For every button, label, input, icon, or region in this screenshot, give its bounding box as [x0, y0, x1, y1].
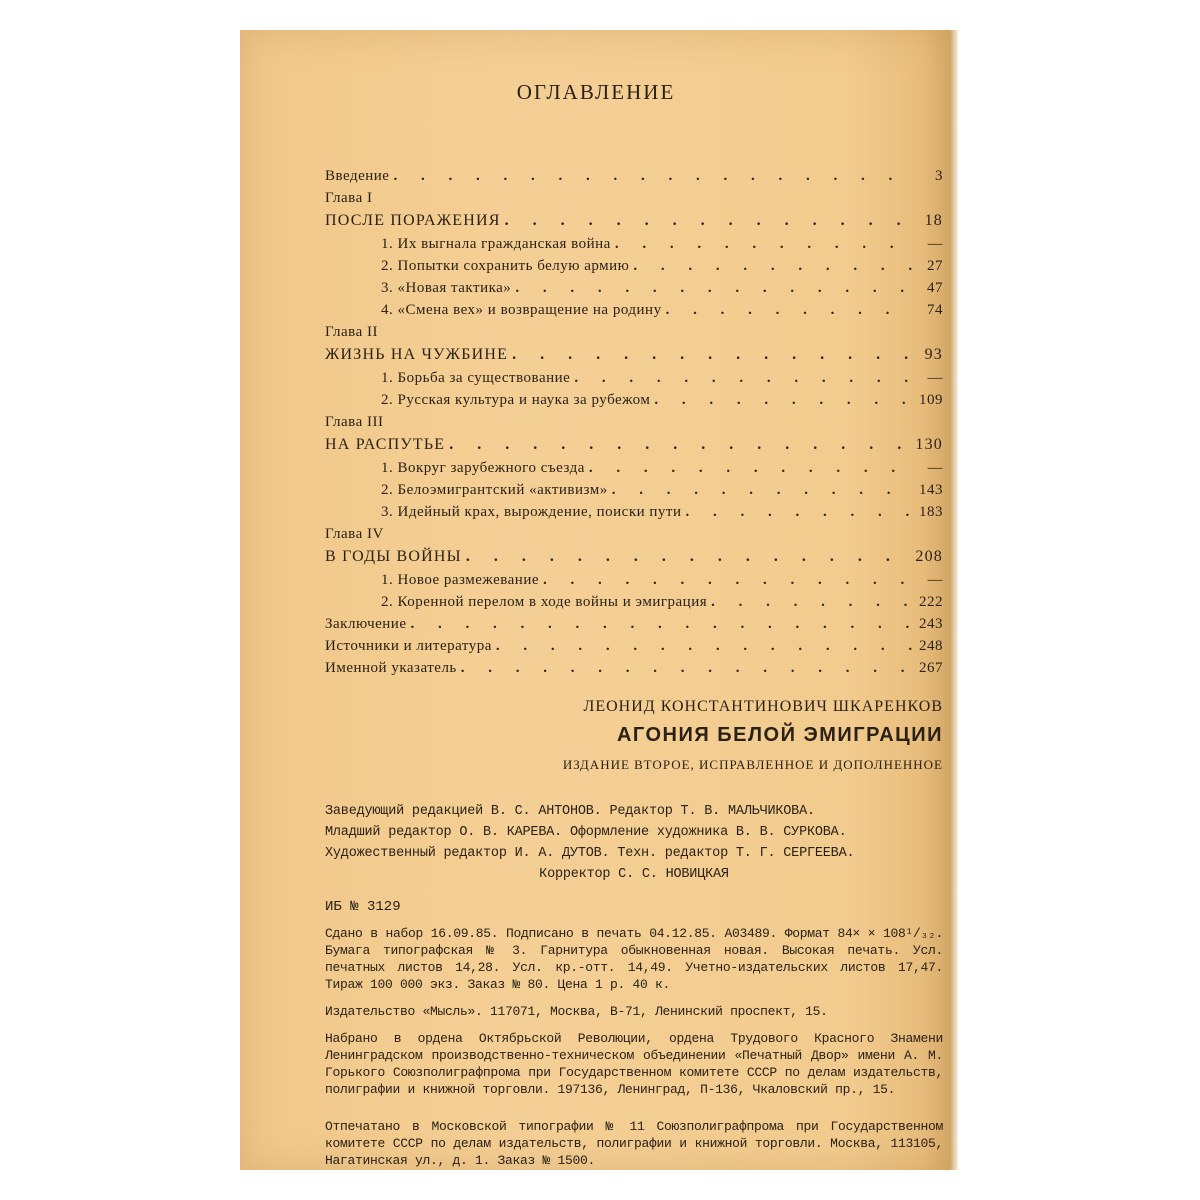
- toc-section: [325, 482, 943, 504]
- ib-number: ИБ № 3129: [325, 899, 401, 915]
- imprint: [325, 698, 943, 1179]
- credit-line: Корректор С. С. НОВИЦКАЯ: [539, 867, 729, 882]
- page-edge: [950, 30, 958, 1170]
- chapter-label: [325, 414, 943, 436]
- toc-entry-label: Глава I: [325, 190, 373, 206]
- toc-section: [325, 370, 943, 392]
- publication-details: [325, 925, 943, 1169]
- toc-entry-page: —: [927, 370, 943, 386]
- toc-entry-label: 2. Русская культура и наука за рубежом: [381, 392, 651, 408]
- toc-entry: [325, 168, 943, 190]
- leader-dots: [466, 548, 912, 566]
- toc-entry-page: —: [927, 236, 943, 252]
- toc-entry-page: 248: [919, 638, 943, 654]
- toc-entry: [325, 616, 943, 638]
- leader-dots: [393, 168, 913, 185]
- leader-dots: [512, 346, 913, 364]
- toc-entry-page: 109: [919, 392, 943, 408]
- leader-dots: [515, 280, 913, 297]
- toc-section: [325, 504, 943, 526]
- leader-dots: [411, 616, 914, 633]
- toc-entry-page: 243: [919, 616, 943, 632]
- toc-entry-page: 47: [927, 280, 943, 296]
- toc-entry-label: Глава II: [325, 324, 378, 340]
- leader-dots: [666, 302, 913, 319]
- toc-section: [325, 392, 943, 414]
- toc-entry-label: 1. Вокруг зарубежного съезда: [381, 460, 585, 476]
- toc-entry-page: 3: [935, 168, 943, 184]
- toc-section: [325, 572, 943, 594]
- toc-entry-label: Глава III: [325, 414, 384, 430]
- chapter-label: [325, 526, 943, 548]
- toc-section: [325, 236, 943, 258]
- toc-entry-label: Источники и литература: [325, 638, 492, 654]
- toc-entry-label: Глава IV: [325, 526, 384, 542]
- toc-entry-page: 267: [919, 660, 943, 676]
- chapter-label: [325, 190, 943, 212]
- toc-entry-page: 93: [924, 346, 943, 363]
- toc-entry-label: Заключение: [325, 616, 407, 632]
- leader-dots: [505, 212, 913, 230]
- toc-section: [325, 258, 943, 280]
- toc-entry-label: 3. «Новая тактика»: [381, 280, 512, 296]
- toc-entry-label: 4. «Смена вех» и возвращение на родину: [381, 302, 662, 318]
- chapter-title: [325, 548, 943, 572]
- leader-dots: [615, 236, 913, 253]
- chapter-title: [325, 436, 943, 460]
- book-title: АГОНИЯ БЕЛОЙ ЭМИГРАЦИИ: [616, 724, 943, 746]
- toc-entry-label: Именной указатель: [325, 660, 457, 676]
- toc-entry-label: ЖИЗНЬ НА ЧУЖБИНЕ: [325, 346, 509, 363]
- toc-title: ОГЛАВЛЕНИЕ: [516, 80, 676, 104]
- toc-entry-label: 3. Идейный крах, вырождение, поиски пути: [381, 504, 682, 520]
- toc-entry-label: Введение: [325, 168, 390, 184]
- toc-entry-label: 1. Их выгнала гражданская война: [381, 236, 611, 252]
- author-name: ЛЕОНИД КОНСТАНТИНОВИЧ ШКАРЕНКОВ: [583, 698, 943, 715]
- leader-dots: [686, 504, 913, 521]
- toc-entry-page: 143: [919, 482, 943, 498]
- toc-entry-page: 130: [915, 436, 943, 453]
- chapter-title: [325, 212, 943, 236]
- toc-entry-label: В ГОДЫ ВОЙНЫ: [325, 548, 462, 565]
- credit-line: Заведующий редакцией В. С. АНТОНОВ. Редактор Т. В. МАЛЬЧИКОВА.: [325, 804, 815, 819]
- leader-dots: [543, 572, 913, 589]
- toc-entry-page: 183: [919, 504, 943, 520]
- editorial-credits: [325, 801, 943, 885]
- toc-entry-page: 222: [919, 594, 943, 610]
- credit-line: Младший редактор О. В. КАРЕВА. Оформление художника В. В. СУРКОВА.: [325, 825, 847, 840]
- leader-dots: [654, 392, 913, 409]
- toc-entry-page: 74: [927, 302, 943, 318]
- typesetting-note: Набрано в ордена Октябрьской Революции, ордена Трудового Красного Знамени Ленинградском производственно-техническом объединении «Печатный Двор» имени А. М. Горького Союзполиграфпрома при Государственном комитете СССР по делам издательств, полиграфии и книжной торговли. 197136, Ленинград, П-136, Чкаловский пр., 15.: [325, 1031, 943, 1097]
- toc-entry-page: 18: [924, 212, 943, 229]
- leader-dots: [633, 258, 913, 275]
- toc-entry-label: 2. Коренной перелом в ходе войны и эмиграция: [381, 594, 708, 610]
- toc-entry: [325, 638, 943, 660]
- toc-entry-label: ПОСЛЕ ПОРАЖЕНИЯ: [325, 212, 501, 229]
- leader-dots: [496, 638, 913, 655]
- toc-entry: [325, 660, 943, 682]
- credit-line: Художественный редактор И. А. ДУТОВ. Техн. редактор Т. Г. СЕРГЕЕВА.: [325, 846, 855, 861]
- book-page: [240, 30, 952, 1170]
- toc-entry-label: 1. Борьба за существование: [381, 370, 571, 386]
- chapter-title: [325, 346, 943, 370]
- toc-entry-label: 1. Новое размежевание: [381, 572, 540, 588]
- leader-dots: [574, 370, 913, 387]
- toc-entry-label: 2. Попытки сохранить белую армию: [381, 258, 630, 274]
- toc-entry-page: —: [927, 572, 943, 588]
- publisher-address: Издательство «Мысль». 117071, Москва, В-71, Ленинский проспект, 15.: [325, 1004, 828, 1019]
- printing-note: Отпечатано в Московской типографии № 11 Союзполиграфпрома при Государственном комитете СССР по делам издательств, полиграфии и книжной торговли. Москва, 113105, Нагатинская ул., д. 1. Заказ № 1500.: [325, 1119, 943, 1168]
- leader-dots: [449, 436, 911, 454]
- leader-dots: [612, 482, 913, 499]
- toc-section: [325, 302, 943, 324]
- leader-dots: [461, 660, 913, 677]
- table-of-contents: [325, 168, 943, 682]
- leader-dots: [589, 460, 913, 477]
- toc-entry-label: 2. Белоэмигрантский «активизм»: [381, 482, 608, 498]
- toc-entry-page: 27: [927, 258, 943, 274]
- toc-entry-page: 208: [915, 548, 943, 565]
- toc-section: [325, 280, 943, 302]
- toc-entry-label: НА РАСПУТЬЕ: [325, 436, 446, 453]
- chapter-label: [325, 324, 943, 346]
- leader-dots: [711, 594, 913, 611]
- edition-note: ИЗДАНИЕ ВТОРОЕ, ИСПРАВЛЕННОЕ И ДОПОЛНЕННОЕ: [562, 757, 943, 772]
- toc-entry-page: —: [927, 460, 943, 476]
- print-details: Сдано в набор 16.09.85. Подписано в печать 04.12.85. А03489. Формат 84× × 108¹/₃₂. Бумага типографская № 3. Гарнитура обыкновенная новая. Высокая печать. Усл. печатных листов 14,28. Усл. кр.-отт. 14,49. Учетно-издательских листов 17,47. Тираж 100 000 экз. Заказ № 80. Цена 1 р. 40 к.: [325, 926, 943, 992]
- toc-section: [325, 460, 943, 482]
- toc-section: [325, 594, 943, 616]
